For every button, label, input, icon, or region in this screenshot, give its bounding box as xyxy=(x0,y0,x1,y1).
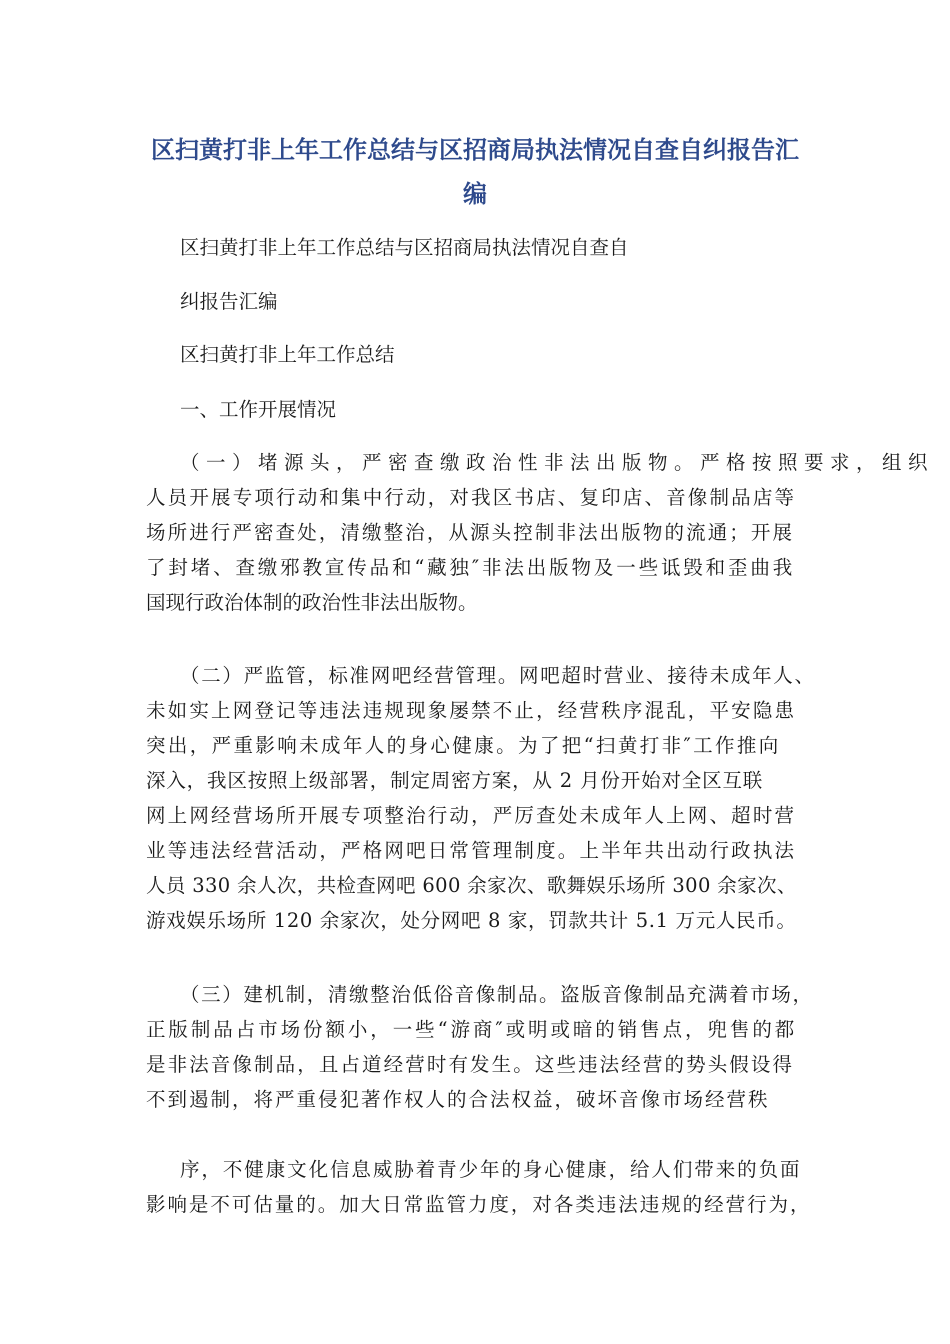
body-line: 国现行政治体制的政治性非法出版物。 xyxy=(146,591,478,614)
body-line: 人员开展专项行动和集中行动，对我区书店、复印店、音像制品店等 xyxy=(146,486,797,509)
document-title: 区扫黄打非上年工作总结与区招商局执法情况自查自纠报告汇编 xyxy=(151,136,799,208)
body-line: 深入，我区按照上级部署，制定周密方案，从 2 月份开始对全区互联 xyxy=(146,769,764,792)
body-line: 区扫黄打非上年工作总结与区招商局执法情况自查自 xyxy=(180,236,629,259)
body-line: （一）堵源头，严密查缴政治性非法出版物。严格按照要求，组织 xyxy=(180,451,935,474)
body-line: 正版制品占市场份额小，一些“游商″或明或暗的销售点，兜售的都 xyxy=(146,1018,798,1041)
body-line: （二）严监管，标准网吧经营管理。网吧超时营业、接待未成年人、 xyxy=(180,664,816,687)
body-line: 一、工作开展情况 xyxy=(180,398,337,421)
body-line: 纠报告汇编 xyxy=(180,290,278,313)
body-line: 序，不健康文化信息威胁着青少年的身心健康，给人们带来的负面 xyxy=(180,1158,802,1181)
body-line: 游戏娱乐场所 120 余家次，处分网吧 8 家，罚款共计 5.1 万元人民币。 xyxy=(146,909,797,932)
body-line: 突出，严重影响未成年人的身心健康。为了把“扫黄打非″工作推向 xyxy=(146,734,781,757)
body-line: （三）建机制，清缴整治低俗音像制品。盗版音像制品充满着市场， xyxy=(180,983,814,1006)
body-line: 未如实上网登记等违法违规现象屡禁不止，经营秩序混乱，平安隐患 xyxy=(146,699,797,722)
body-line: 业等违法经营活动，严格网吧日常管理制度。上半年共出动行政执法 xyxy=(146,839,797,862)
body-line: 人员 330 余人次，共检查网吧 600 余家次、歌舞娱乐场所 300 余家次、 xyxy=(146,874,797,897)
body-line: 场所进行严密查处，清缴整治，从源头控制非法出版物的流通；开展 xyxy=(146,521,795,544)
body-line: 是非法音像制品，且占道经营时有发生。这些违法经营的势头假设得 xyxy=(146,1053,795,1076)
body-line: 不到遏制，将严重侵犯著作权人的合法权益，破坏音像市场经营秩 xyxy=(146,1088,770,1111)
body-line: 影响是不可估量的。加大日常监管力度，对各类违法违规的经营行为， xyxy=(146,1193,812,1216)
body-line: 区扫黄打非上年工作总结 xyxy=(180,343,395,366)
body-line: 了封堵、查缴邪教宣传品和“藏独″非法出版物及一些诋毁和歪曲我 xyxy=(146,556,796,579)
body-line: 网上网经营场所开展专项整治行动，严厉查处未成年人上网、超时营 xyxy=(146,804,797,827)
